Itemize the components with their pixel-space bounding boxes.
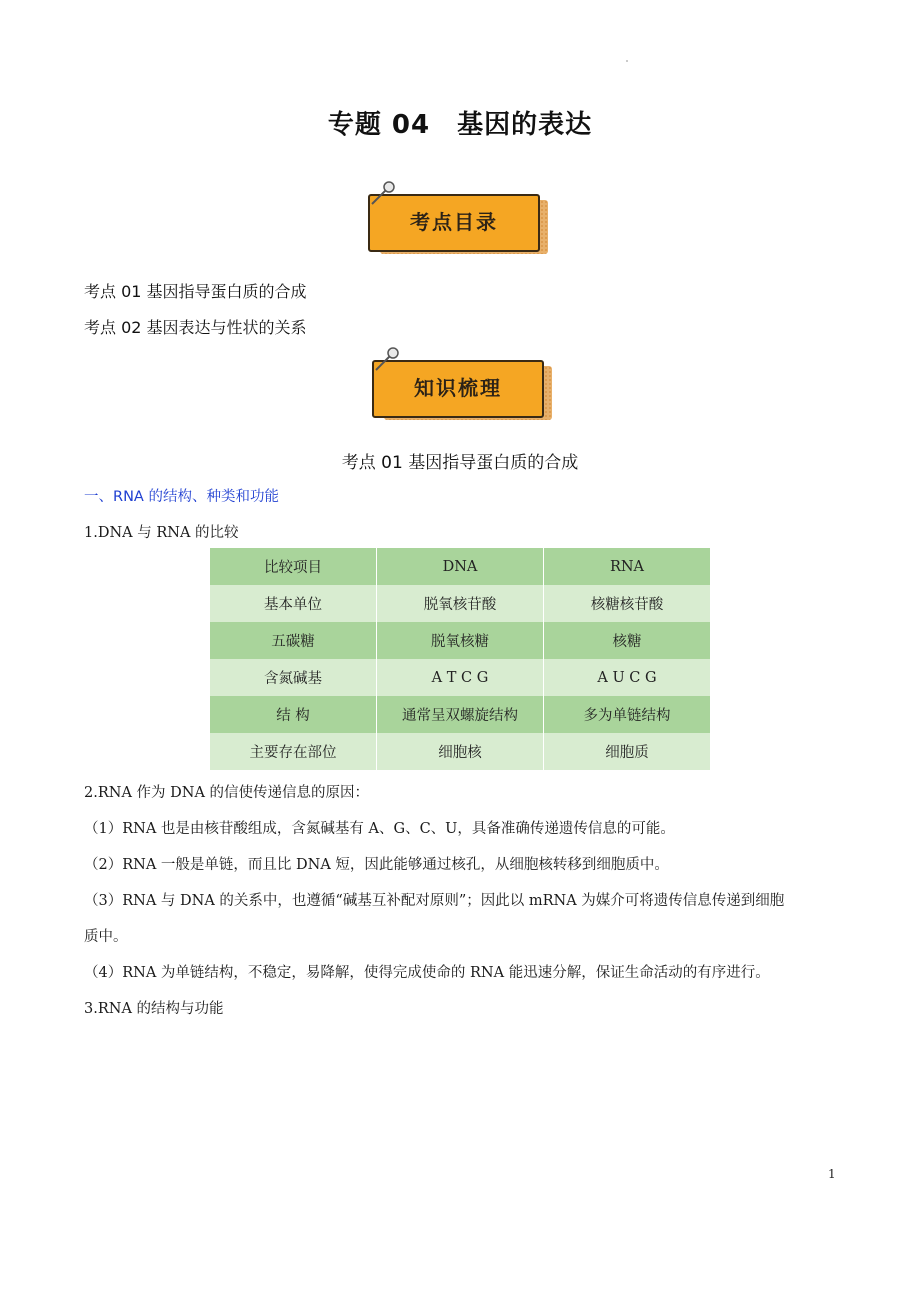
section-heading: 考点 01 基因指导蛋白质的合成 bbox=[341, 453, 579, 473]
table-cell: 基本单位 bbox=[210, 585, 377, 622]
table-cell: 核糖核苷酸 bbox=[544, 585, 711, 622]
reason-3-continued: 质中。 bbox=[84, 929, 128, 945]
table-cell: 含氮碱基 bbox=[210, 659, 377, 696]
reason-2: （2）RNA 一般是单链，而且比 DNA 短，因此能够通过核孔，从细胞核转移到细胞质中。 bbox=[84, 857, 669, 873]
table-cell: 脱氧核糖 bbox=[377, 622, 544, 659]
page-title: 专题 04 基因的表达 bbox=[327, 110, 593, 140]
table-cell: 主要存在部位 bbox=[210, 733, 377, 770]
table-cell: 结 构 bbox=[210, 696, 377, 733]
table-cell: 核糖 bbox=[544, 622, 711, 659]
comparison-table bbox=[210, 548, 711, 770]
banner-knowledge-label: 知识梳理 bbox=[414, 376, 502, 400]
pushpin-icon bbox=[362, 178, 398, 214]
table-cell: 细胞核 bbox=[377, 733, 544, 770]
table-cell: 多为单链结构 bbox=[544, 696, 711, 733]
table-cell: 脱氧核苷酸 bbox=[377, 585, 544, 622]
banner-toc-label: 考点目录 bbox=[410, 210, 498, 234]
item-3-title: 3.RNA 的结构与功能 bbox=[84, 1001, 224, 1017]
scan-speck bbox=[626, 60, 628, 62]
reason-4: （4）RNA 为单链结构，不稳定，易降解，使得完成使命的 RNA 能迅速分解，保证生命活动的有序进行。 bbox=[84, 965, 770, 981]
reason-1: （1）RNA 也是由核苷酸组成，含氮碱基有 A、G、C、U，具备准确传递遗传信息的可能。 bbox=[84, 821, 675, 837]
table-cell: A T C G bbox=[377, 659, 544, 696]
item-1-title: 1.DNA 与 RNA 的比较 bbox=[84, 525, 239, 541]
pushpin-icon bbox=[366, 344, 402, 380]
table-cell: 细胞质 bbox=[544, 733, 711, 770]
table-row bbox=[210, 733, 711, 770]
table-cell: 通常呈双螺旋结构 bbox=[377, 696, 544, 733]
subheading: 一、RNA 的结构、种类和功能 bbox=[84, 489, 279, 505]
table-cell: A U C G bbox=[544, 659, 711, 696]
banner-toc bbox=[368, 186, 558, 266]
table-header-row bbox=[210, 548, 711, 585]
table-row bbox=[210, 622, 711, 659]
reason-3: （3）RNA 与 DNA 的关系中，也遵循“碱基互补配对原则”；因此以 mRNA 为媒介可将遗传信息传递到细胞 bbox=[84, 893, 785, 909]
toc-item-2: 考点 02 基因表达与性状的关系 bbox=[84, 318, 307, 337]
toc-item-1: 考点 01 基因指导蛋白质的合成 bbox=[84, 282, 307, 301]
page-number: 1 bbox=[828, 1167, 836, 1181]
table-cell: RNA bbox=[544, 548, 711, 585]
table-cell: 五碳糖 bbox=[210, 622, 377, 659]
table-row bbox=[210, 585, 711, 622]
item-2-title: 2.RNA 作为 DNA 的信使传递信息的原因： bbox=[84, 785, 370, 801]
table-row bbox=[210, 659, 711, 696]
table-cell: 比较项目 bbox=[210, 548, 377, 585]
banner-knowledge bbox=[372, 352, 562, 432]
table-row bbox=[210, 696, 711, 733]
table-cell: DNA bbox=[377, 548, 544, 585]
